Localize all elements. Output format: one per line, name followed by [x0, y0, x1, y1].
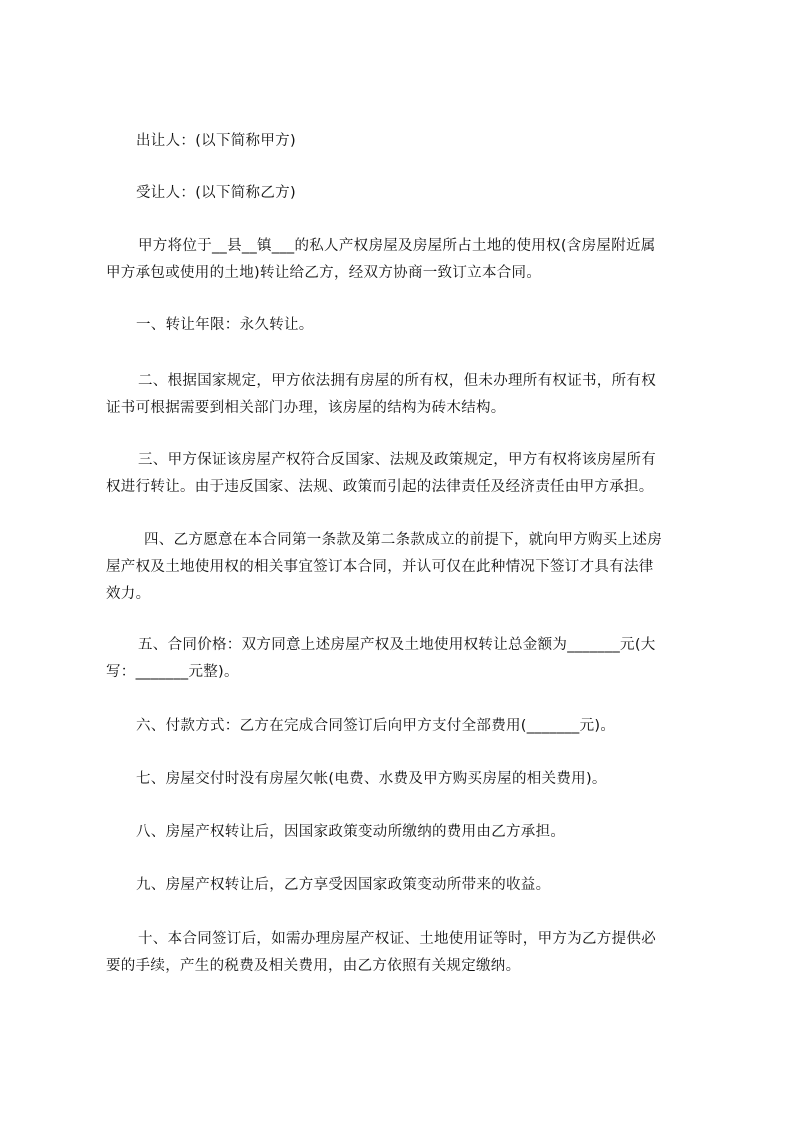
text-line: 效力。 [106, 586, 151, 602]
text-line: 四、乙方愿意在本合同第一条款及第二条款成立的前提下，就向甲方购买上述房 [144, 532, 662, 548]
text-line: 十、本合同签订后，如需办理房屋产权证、土地使用证等时，甲方为乙方提供必 [138, 931, 656, 947]
text-line: 证书可根据需要到相关部门办理，该房屋的结构为砖木结构。 [106, 400, 506, 416]
clause-2 [106, 368, 706, 422]
text-line: 权进行转让。由于违反国家、法规、政策而引起的法律责任及经济责任由甲方承担。 [106, 479, 654, 495]
text-line: 三、甲方保证该房屋产权符合反国家、法规及政策规定，甲方有权将该房屋所有 [138, 452, 656, 468]
buyer-line [106, 180, 706, 207]
text-line: 六、付款方式：乙方在完成合同签订后向甲方支付全部费用(_______元)。 [136, 718, 616, 734]
clause-10 [106, 926, 706, 980]
clause-5 [106, 632, 706, 686]
text-line: 甲方将位于__县__镇___的私人产权房屋及房屋所占土地的使用权(含房屋附近属 [138, 238, 656, 254]
text-line: 屋产权及土地使用权的相关事宜签订本合同，并认可仅在此种情况下签订才具有法律 [106, 559, 654, 575]
text-line: 一、转让年限：永久转让。 [136, 317, 314, 333]
seller-line [106, 128, 706, 155]
text-line: 八、房屋产权转让后，因国家政策变动所缴纳的费用由乙方承担。 [136, 824, 566, 840]
text-line: 二、根据国家规定，甲方依法拥有房屋的所有权，但未办理所有权证书，所有权 [138, 373, 656, 389]
text-line: 受让人：(以下简称乙方) [136, 185, 296, 201]
preamble-paragraph [106, 233, 706, 287]
clause-8 [106, 819, 706, 846]
text-line: 九、房屋产权转让后，乙方享受因国家政策变动所带来的收益。 [136, 877, 551, 893]
clause-7 [106, 766, 706, 793]
clause-9 [106, 872, 706, 899]
clause-1 [106, 312, 706, 339]
clause-3 [106, 447, 706, 501]
text-line: 甲方承包或使用的土地)转让给乙方，经双方协商一致订立本合同。 [106, 265, 542, 281]
clause-4 [106, 527, 706, 608]
text-line: 出让人：(以下简称甲方) [136, 133, 296, 149]
text-line: 五、合同价格：双方同意上述房屋产权及土地使用权转让总金额为_______元(大 [138, 637, 656, 653]
text-line: 要的手续，产生的税费及相关费用，由乙方依照有关规定缴纳。 [106, 958, 521, 974]
text-line: 写：_______元整)。 [106, 664, 239, 680]
clause-6 [106, 713, 706, 740]
text-line: 七、房屋交付时没有房屋欠帐(电费、水费及甲方购买房屋的相关费用)。 [136, 771, 607, 787]
